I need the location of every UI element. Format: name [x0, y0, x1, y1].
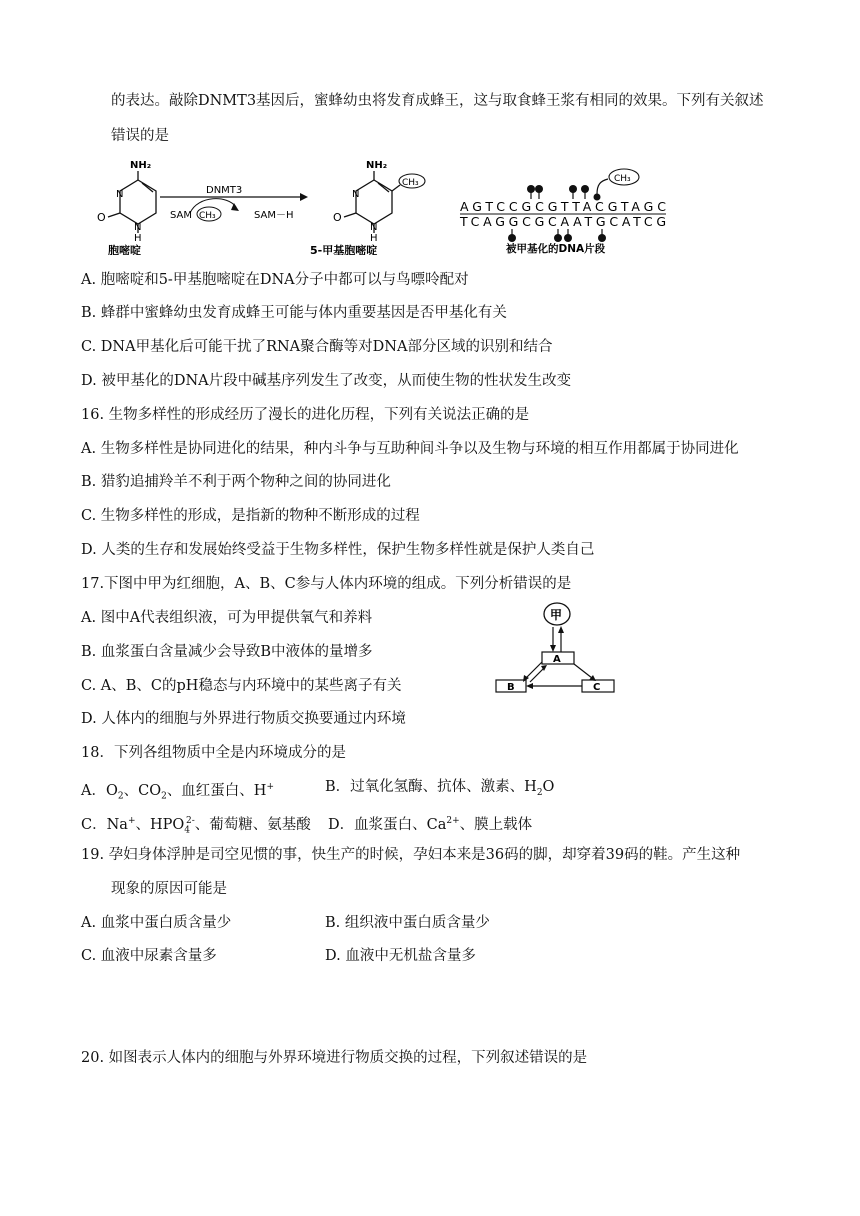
q15-option-d: D. 被甲基化的DNA片段中碱基序列发生了改变，从而使生物的性状发生改变: [81, 373, 572, 389]
cytosine-h: H: [134, 233, 142, 244]
diagram-c: C: [593, 682, 601, 693]
q20-stem: 20. 如图表示人体内的细胞与外界环境进行物质交换的过程，下列叙述错误的是: [81, 1050, 588, 1066]
sam-ch3: CH₃: [199, 211, 216, 221]
methylcytosine-nh2: NH₂: [366, 160, 388, 171]
q16-option-d: D. 人类的生存和发展始终受益于生物多样性，保护生物多样性就是保护人类自己: [81, 542, 595, 558]
q16-option-a: A. 生物多样性是协同进化的结果，种内斗争与互助种间斗争以及生物与环境的相互作用都属于协同进化: [81, 441, 739, 457]
q19-option-c: C. 血液中尿素含量多: [81, 948, 217, 964]
q15-option-a: A. 胞嘧啶和5-甲基胞嘧啶在DNA分子中都可以与鸟嘌呤配对: [81, 272, 469, 288]
cytosine-n3: N: [116, 189, 124, 200]
cytosine-o: O: [97, 211, 106, 224]
q16-stem: 16. 生物多样性的形成经历了漫长的进化历程，下列有关说法正确的是: [81, 407, 530, 423]
cytosine-nh2: NH₂: [130, 160, 152, 171]
q16-option-c: C. 生物多样性的形成，是指新的物种不断形成的过程: [81, 508, 420, 524]
methylcytosine-n1: N: [370, 222, 378, 233]
q17-option-c: C. A、B、C的pH稳态与内环境中的某些离子有关: [81, 678, 402, 694]
diagram-jia: 甲: [550, 608, 563, 622]
q19-option-d: D. 血液中无机盐含量多: [325, 948, 476, 964]
q18-option-a: A．$O_2$、$CO_2$、血红蛋白、H+: [81, 782, 275, 802]
cytosine-structure: [108, 171, 156, 233]
q18-stem: 18．下列各组物质中全是内环境成分的是: [81, 745, 346, 761]
sam-label: SAM: [170, 210, 193, 221]
q18-option-b: B．过氧化氢酶、抗体、激素、$H_2O$: [325, 779, 555, 798]
q19-stem-end: 现象的原因可能是: [111, 881, 227, 897]
cytosine-label: 胞嘧啶: [108, 244, 141, 255]
diagram-b: B: [507, 682, 515, 693]
dna-strand-top: AGTCCGCGTTACGTAGC: [460, 199, 666, 214]
methylcytosine-h: H: [370, 233, 378, 244]
samh-label: SAM－H: [254, 210, 294, 221]
q19-stem: 19. 孕妇身体浮肿是司空见惯的事，快生产的时候，孕妇本来是36码的脚，却穿着39码的鞋。产生这种: [81, 847, 741, 863]
methylcytosine-label: 5-甲基胞嘧啶: [310, 244, 378, 255]
diagram-a: A: [553, 654, 561, 665]
q16-option-b: B. 猎豹追捕羚羊不利于两个物种之间的协同进化: [81, 474, 391, 490]
dna-strand-bottom: TCAGGCGCAATGCATCG: [460, 214, 666, 229]
enzyme-label: DNMT3: [206, 185, 243, 196]
q17-option-b: B. 血浆蛋白含量减少会导致B中液体的量增多: [81, 644, 373, 660]
q17-stem: 17.下图中甲为红细胞，A、B、C参与人体内环境的组成。下列分析错误的是: [81, 576, 572, 592]
methyl-ch3: CH₃: [402, 178, 419, 188]
q15-stem-continued: 的表达。敲除DNMT3基因后，蜜蜂幼虫将发育成蜂王，这与取食蜂王浆有相同的效果。下列有关叙述: [111, 93, 764, 109]
cytosine-n1: N: [134, 222, 142, 233]
methylcytosine-o: O: [333, 211, 342, 224]
q15-option-c: C. DNA甲基化后可能干扰了RNA聚合酶等对DNA部分区域的识别和结合: [81, 339, 553, 355]
q15-option-b: B. 蜂群中蜜蜂幼虫发育成蜂王可能与体内重要基因是否甲基化有关: [81, 305, 507, 321]
q17-option-a: A. 图中A代表组织液，可为甲提供氧气和养料: [81, 610, 373, 626]
methylated-dna-fragment: [459, 169, 666, 255]
q19-option-b: B. 组织液中蛋白质含量少: [325, 915, 490, 931]
dna-caption: 被甲基化的DNA片段: [506, 243, 606, 255]
q17-option-d: D. 人体内的细胞与外界进行物质交换要通过内环境: [81, 711, 406, 727]
q18-option-c: C．Na+、$HPO_4^{2-}$、葡萄糖、氨基酸: [81, 816, 311, 836]
dna-methyl-ch3: CH₃: [614, 174, 631, 184]
q19-option-a: A. 血浆中蛋白质含量少: [81, 915, 232, 931]
q15-methylation-figure: [78, 155, 678, 255]
q15-stem-end: 错误的是: [111, 128, 169, 144]
methylcytosine-n3: N: [352, 189, 360, 200]
q17-body-fluid-diagram: [490, 598, 630, 698]
q18-option-d: D．血浆蛋白、$Ca^{2+}$、膜上载体: [328, 816, 533, 833]
